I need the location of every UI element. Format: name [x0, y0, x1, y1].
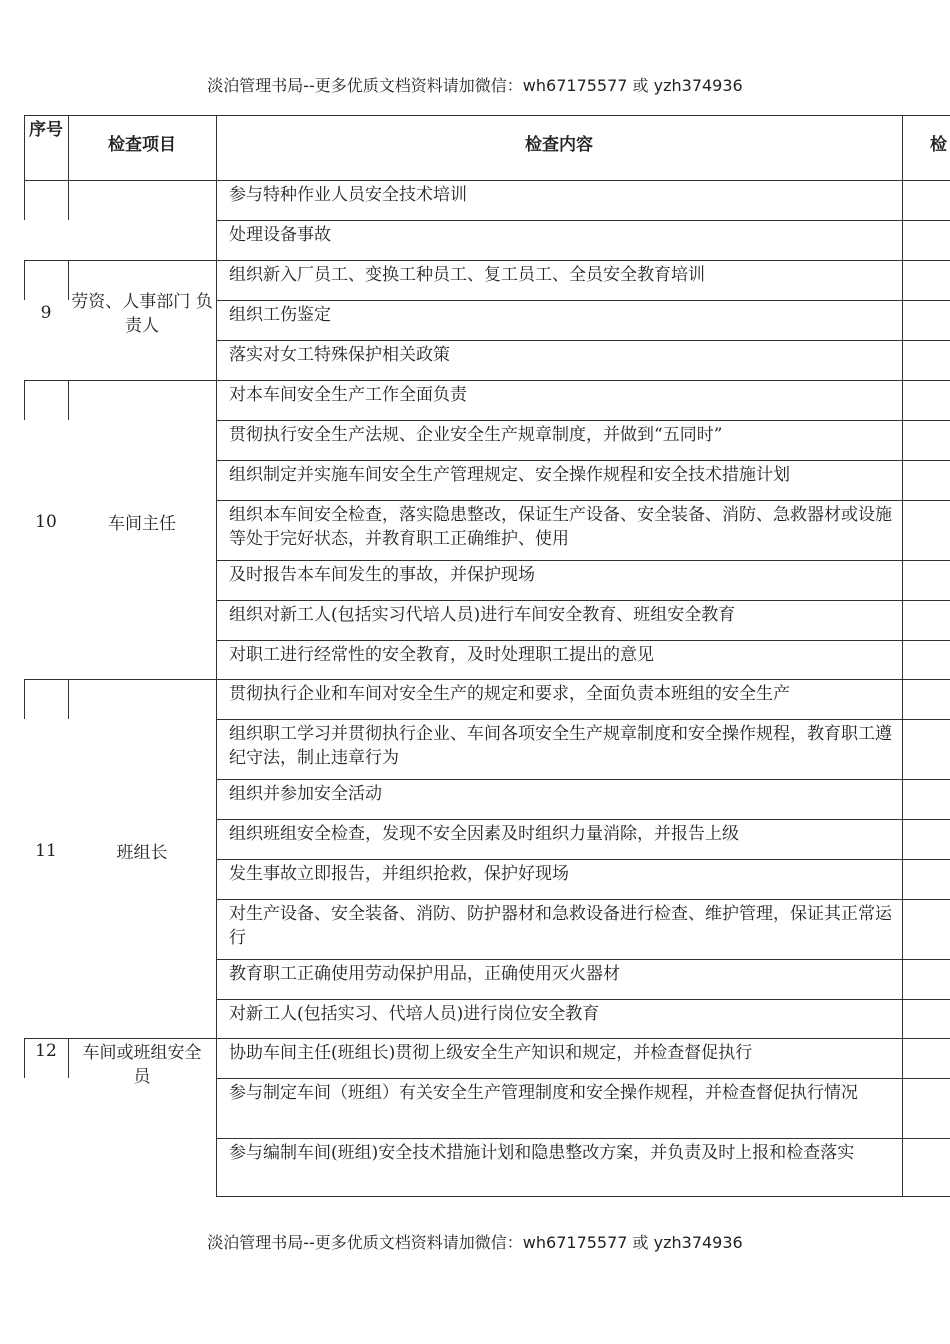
table-border	[216, 420, 950, 421]
table-border	[24, 1038, 25, 1078]
table-border	[902, 115, 903, 1197]
header-content: 检查内容	[525, 135, 593, 155]
table-border	[216, 460, 950, 461]
table-row: 及时报告本车间发生的事故，并保护现场	[229, 565, 535, 585]
seq-cell: 9	[40, 303, 52, 323]
table-row: 对新工人(包括实习、代培人员)进行岗位安全教育	[229, 1004, 600, 1024]
seq-cell: 10	[35, 512, 57, 532]
table-row: 教育职工正确使用劳动保护用品，正确使用灭火器材	[229, 964, 620, 984]
table-border	[24, 180, 25, 220]
table-border	[68, 1038, 69, 1078]
table-row: 参与特种作业人员安全技术培训	[229, 185, 467, 205]
table-border	[216, 959, 950, 960]
table-row: 组织本车间安全检查，落实隐患整改，保证生产设备、安全装备、消防、急救器材或设施等处于完好状态，并教育职工正确维护、使用	[229, 505, 892, 549]
table-border	[68, 180, 69, 220]
table-border	[216, 1078, 950, 1079]
table-border	[24, 115, 950, 116]
table-row: 协助车间主任(班组长)贯彻上级安全生产知识和规定，并检查督促执行	[229, 1043, 753, 1063]
category-cell: 车间或班组安全员	[82, 1043, 202, 1087]
table-row: 发生事故立即报告，并组织抢救，保护好现场	[229, 864, 569, 884]
category-cell: 劳资、人事部门 负责人	[71, 292, 213, 336]
table-border	[216, 500, 950, 501]
table-border	[216, 999, 950, 1000]
table-row: 组织职工学习并贯彻执行企业、车间各项安全生产规章制度和安全操作规程，教育职工遵纪守法，制止违章行为	[229, 724, 892, 768]
table-border	[68, 679, 69, 719]
category-cell: 车间主任	[108, 514, 176, 534]
table-row: 对生产设备、安全装备、消防、防护器材和急救设备进行检查、维护管理，保证其正常运行	[229, 904, 892, 948]
table-row: 组织新入厂员工、变换工种员工、复工员工、全员安全教育培训	[229, 265, 705, 285]
table-border	[216, 115, 217, 1197]
table-border	[24, 180, 950, 181]
table-border	[216, 899, 950, 900]
table-border	[24, 115, 25, 180]
table-border	[216, 340, 950, 341]
table-border	[216, 1138, 950, 1139]
table-row: 组织对新工人(包括实习代培人员)进行车间安全教育、班组安全教育	[229, 605, 736, 625]
table-border	[24, 679, 25, 719]
table-row: 对职工进行经常性的安全教育，及时处理职工提出的意见	[229, 645, 654, 665]
footer-watermark-text: 淡泊管理书局--更多优质文档资料请加微信：wh67175577 或 yzh374936	[207, 1233, 743, 1252]
table-border	[24, 1038, 950, 1039]
seq-cell: 12	[35, 1041, 57, 1061]
table-border	[216, 1196, 950, 1197]
seq-cell: 11	[35, 841, 57, 861]
table-border	[216, 819, 950, 820]
table-row: 贯彻执行企业和车间对安全生产的规定和要求，全面负责本班组的安全生产	[229, 684, 790, 704]
table-border	[24, 260, 25, 300]
table-border	[216, 600, 950, 601]
header-item: 检查项目	[108, 135, 176, 155]
category-cell: 班组长	[116, 843, 168, 863]
table-border	[24, 380, 950, 381]
table-border	[68, 380, 69, 420]
table-border	[216, 640, 950, 641]
header-check: 检	[930, 135, 947, 155]
table-border	[68, 260, 69, 300]
table-row: 组织工伤鉴定	[229, 305, 331, 325]
table-border	[216, 719, 950, 720]
table-border	[216, 779, 950, 780]
table-row: 组织制定并实施车间安全生产管理规定、安全操作规程和安全技术措施计划	[229, 465, 790, 485]
header-watermark-text: 淡泊管理书局--更多优质文档资料请加微信：wh67175577 或 yzh374936	[207, 76, 743, 95]
table-border	[216, 300, 950, 301]
table-row: 组织班组安全检查，发现不安全因素及时组织力量消除，并报告上级	[229, 824, 739, 844]
table-border	[216, 220, 950, 221]
table-border	[216, 560, 950, 561]
header-seq: 序号	[29, 120, 63, 140]
table-border	[24, 260, 950, 261]
table-row: 处理设备事故	[229, 225, 331, 245]
table-row: 对本车间安全生产工作全面负责	[229, 385, 467, 405]
table-border	[24, 679, 950, 680]
table-row: 落实对女工特殊保护相关政策	[229, 345, 450, 365]
table-row: 参与编制车间(班组)安全技术措施计划和隐患整改方案，并负责及时上报和检查落实	[229, 1143, 855, 1163]
table-border	[68, 115, 69, 180]
table-row: 参与制定车间（班组）有关安全生产管理制度和安全操作规程，并检查督促执行情况	[229, 1083, 858, 1103]
table-row: 组织并参加安全活动	[229, 784, 382, 804]
table-border	[24, 380, 25, 420]
table-row: 贯彻执行安全生产法规、企业安全生产规章制度，并做到“五同时”	[229, 425, 723, 445]
table-border	[216, 859, 950, 860]
